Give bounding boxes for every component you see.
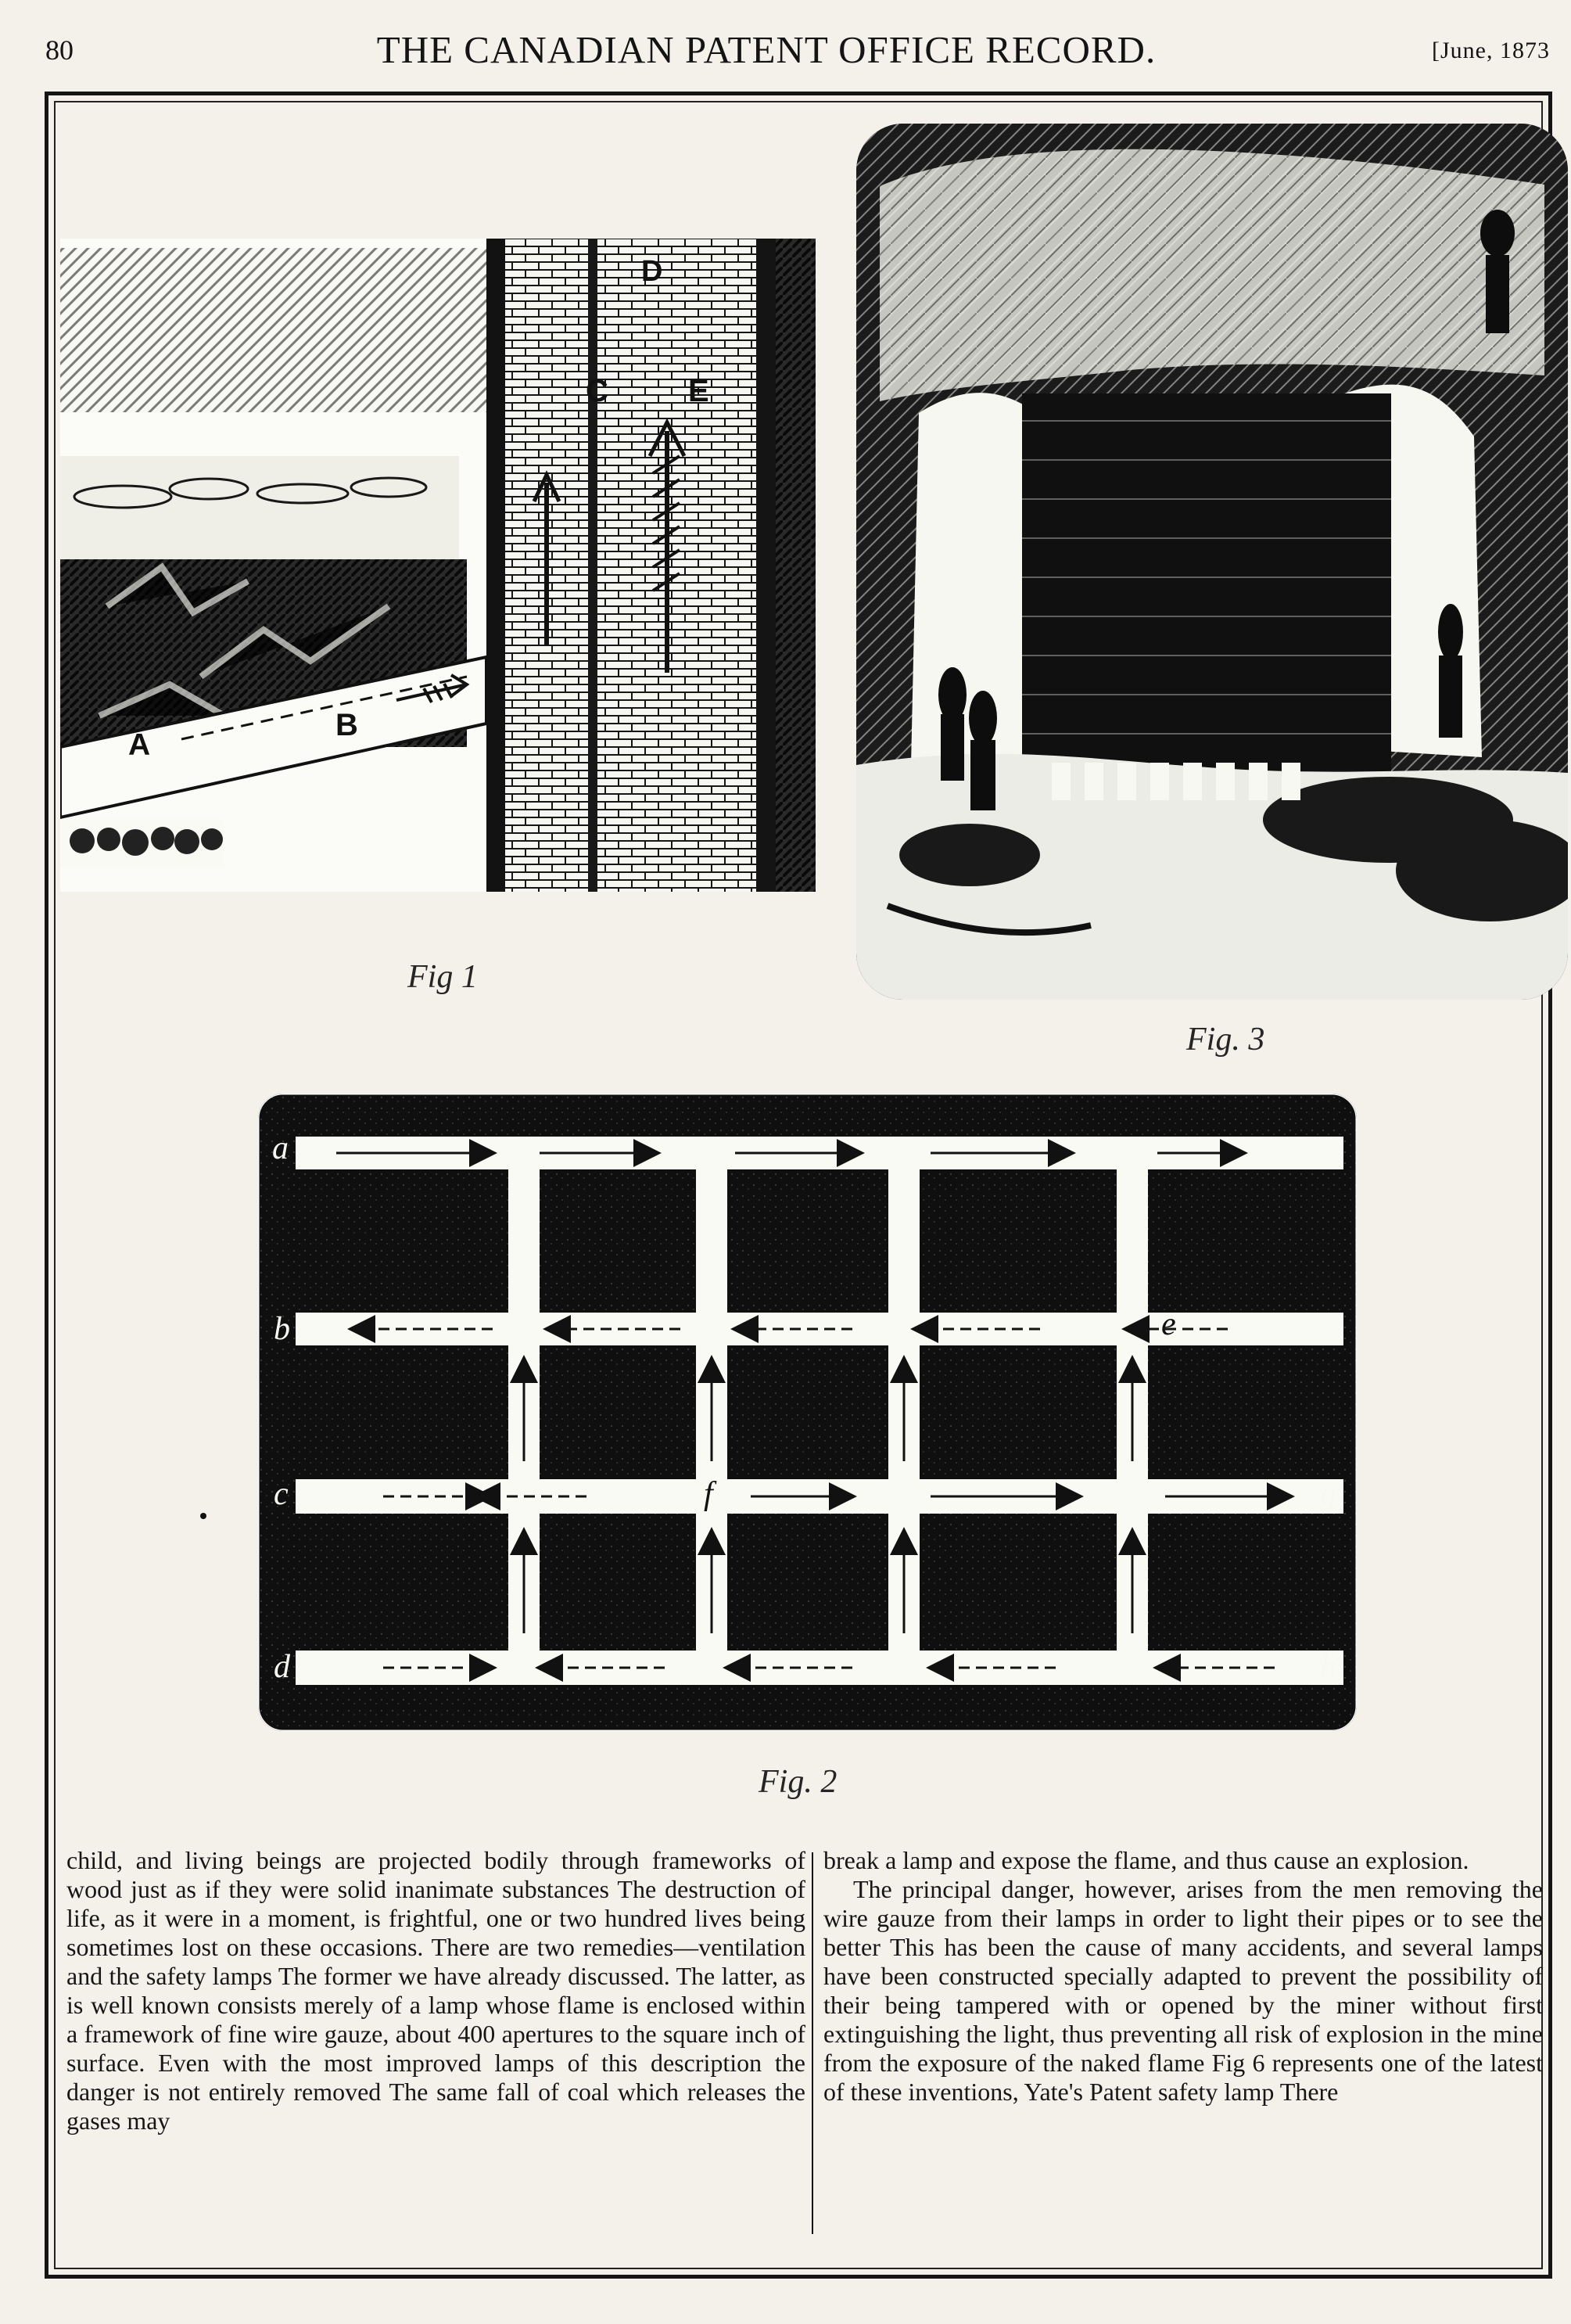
page-number: 80 (45, 34, 74, 66)
figure-1-label-d: D (641, 255, 663, 288)
column-divider (812, 1852, 813, 2234)
figure-2-caption: Fig. 2 (759, 1764, 838, 1800)
diagram-label-d: d (274, 1649, 290, 1685)
page-header (0, 0, 1571, 86)
figure-1-illustration (60, 239, 816, 892)
figure-3-caption: Fig. 3 (1186, 1022, 1265, 1058)
diagram-label-h: h (1320, 1649, 1336, 1685)
figure-3-illustration (856, 124, 1568, 1000)
mine-gallery-illustration (856, 124, 1568, 1000)
article-columns (66, 1846, 1548, 2253)
issue-date: [June, 1873 (1432, 38, 1550, 63)
right-column-paragraph-2: The principal danger, however, arises from the men removing the wire gauze from their lamps in order to light their pipes or to see the better This has been the cause of many accidents, and several lamps have been constructed specially adapted to prevent the possibility of their being tampered with or opened by the miner without first extinguishing the light, thus preventing all risk of explosion in the mine from the exposure of the naked flame Fig 6 represents one of the latest of these inventions, Yate's Patent safety lamp There (823, 1875, 1543, 2106)
figure-1-label-b: B (335, 708, 358, 742)
left-column-paragraph: child, and living beings are projected bodily through frameworks of wood just as if they were solid inanimate substances The destruction of life, as it were in a moment, is frightful, one or two hundred lives being sometimes lost on these occasions. There are two remedies—ventilation and the safety lamps The former we have already discussed. The latter, as is well known consists merely of a lamp whose flame is enclosed within a framework of fine wire gauze, about 400 apertures to the square inch of surface. Even with the most improved lamps of this description the danger is not entirely removed The same fall of coal which releases the gases may (66, 1846, 805, 2135)
diagram-label-c: c (274, 1476, 289, 1512)
diagram-label-a: a (272, 1130, 289, 1166)
figure-2-ventilation-diagram (258, 1094, 1357, 1731)
diagram-label-e: e (1161, 1306, 1176, 1342)
figure-1-label-a: A (128, 728, 151, 762)
diagram-label-b: b (274, 1311, 290, 1347)
journal-title: THE CANADIAN PATENT OFFICE RECORD. (376, 28, 1157, 71)
right-column-paragraph-1: break a lamp and expose the flame, and thus cause an explosion. (823, 1846, 1469, 1874)
figure-1-label-c: C (586, 374, 608, 408)
diagram-label-g: g (1320, 1476, 1336, 1512)
print-mark (200, 1513, 206, 1519)
figure-1-caption: Fig 1 (407, 959, 478, 995)
figure-1-label-e: E (688, 374, 709, 408)
right-text-column (823, 1846, 1543, 2107)
diagram-label-f: f (704, 1476, 713, 1512)
left-text-column (66, 1846, 805, 2135)
ventilation-diagram (258, 1094, 1357, 1731)
mine-shaft-illustration (60, 239, 816, 892)
